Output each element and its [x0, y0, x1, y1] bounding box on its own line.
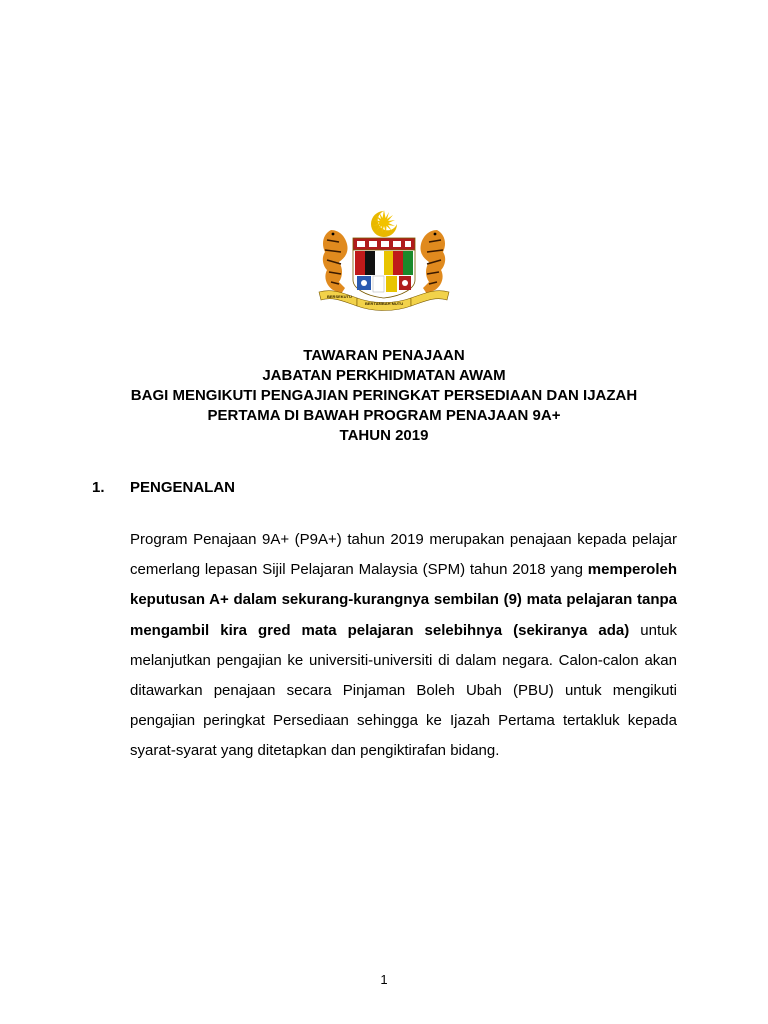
- malaysia-coat-of-arms-logo: [313, 208, 455, 316]
- motto-left-text: BERSEKUTU: [327, 294, 352, 299]
- title-line-2: JABATAN PERKHIDMATAN AWAM: [262, 367, 506, 384]
- title-line-1: TAWARAN PENAJAAN: [303, 347, 465, 364]
- paragraph-text-2: untuk melanjutkan pengajian ke universiti-universiti di dalam negara. Calon-calon akan ditawarkan penajaan secara Pinjaman Boleh Ubah (PBU) untuk mengikuti pengajian peringkat Persediaan sehingga ke Ijazah Pertama tertakluk kepada syarat-syarat yang ditetapkan dan pengiktirafan bidang.: [130, 621, 677, 760]
- title-line-4: PERTAMA DI BAWAH PROGRAM PENAJAAN 9A+: [207, 407, 561, 424]
- shield-icon: [353, 238, 415, 298]
- paragraph-text-1: Program Penajaan 9A+ (P9A+) tahun 2019 merupakan penajaan kepada pelajar cemerlang lepasan Sijil Pelajaran Malaysia (SPM) tahun 2018 yang: [130, 531, 677, 579]
- crescent-star-icon: [371, 210, 397, 237]
- motto-right-text: BERTAMBAH MUTU: [365, 301, 404, 306]
- title-line-5: TAHUN 2019: [339, 427, 429, 444]
- right-tiger-icon: [420, 230, 445, 294]
- section-heading: [92, 478, 235, 498]
- document-title: [60, 346, 708, 446]
- section-number: 1.: [92, 479, 105, 496]
- section-title: PENGENALAN: [130, 479, 236, 496]
- left-tiger-icon: [323, 230, 348, 294]
- paragraph-bold-text: memperoleh keputusan A+ dalam sekurang-kurangnya sembilan (9) mata pelajaran tanpa mengambil kira gred mata pelajaran selebihnya (sekiranya ada): [130, 561, 677, 639]
- title-line-3: BAGI MENGIKUTI PENGAJIAN PERINGKAT PERSEDIAAN DAN IJAZAH: [130, 387, 638, 404]
- page-number: 1: [380, 972, 388, 987]
- section-paragraph: [130, 525, 677, 767]
